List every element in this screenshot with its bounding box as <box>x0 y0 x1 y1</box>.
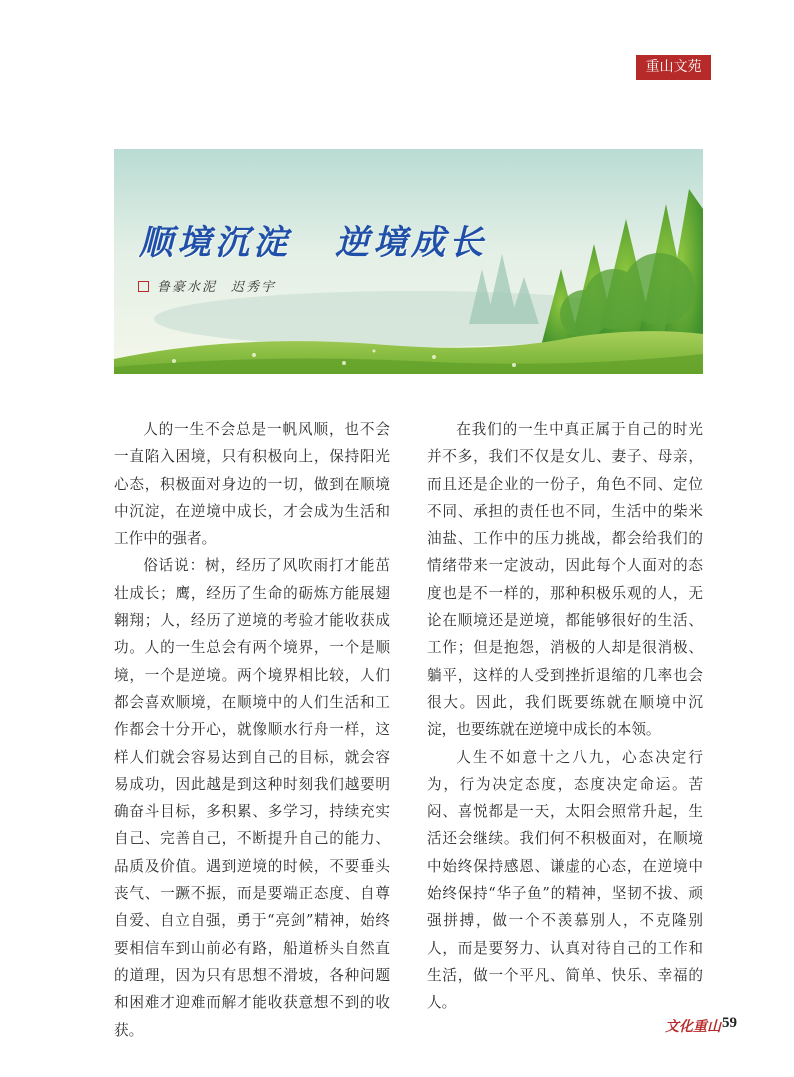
page-number: 59 <box>722 1015 737 1031</box>
section-tag: 重山文苑 <box>636 55 711 80</box>
article-title-part1: 顺境沉淀 <box>139 223 291 263</box>
paragraph: 人生不如意十之八九，心态决定行为，行为决定态度，态度决定命运。苦闷、喜悦都是一天，太阳会照常升起，生活还会继续。我们何不积极面对，在顺境中始终保持感恩、谦虚的心态，在逆境中始终保持“华子鱼”的精神，坚韧不拔、顽强拼搏，做一个不羡慕别人，不克隆别人，而是要努力、认真对待自己的工作和生活，做一个平凡、简单、快乐、幸福的人。 <box>427 748 703 1012</box>
article-banner <box>114 149 703 374</box>
paragraph: 人的一生不会总是一帆风顺，也不会一直陷入困境，只有积极向上，保持阳光心态，积极面对身边的一切，做到在顺境中沉淀，在逆境中成长，才会成为生活和工作中的强者。 <box>114 421 390 548</box>
article-title-part2: 逆境成长 <box>335 223 487 263</box>
byline-author: 迟秀宇 <box>231 280 277 295</box>
article-title <box>139 215 487 264</box>
byline <box>138 276 276 295</box>
paragraph: 俗话说：树，经历了风吹雨打才能茁壮成长；鹰，经历了生命的砺炼方能展翅翱翔；人，经历了逆境的考验才能收获成功。人的一生总会有两个境界，一个是顺境，一个是逆境。两个境界相比较，人们都会喜欢顺境，在顺境中的人们生活和工作都会十分开心，就像顺水行舟一样，这样人们就会容易达到自己的目标，就会容易成功，因此越是到这种时刻我们越要明确奋斗目标，多积累、多学习，持续充实自己、完善自己，不断提升自己的能力、品质及价值。遇到逆境的时候，不要垂头丧气、一蹶不振，而是要端正态度、自尊自爱、自立自强，勇于“亮剑”精神，始终要相信车到山前必有路，船道桥头自然直的道理，因为只有思想不滑坡，各种问题和困难才迎难而解才能收获意想不到的收获。 <box>114 557 390 1039</box>
byline-square-icon <box>138 281 149 292</box>
left-text-column <box>114 416 390 1044</box>
right-text-column <box>427 416 703 1017</box>
byline-org: 鲁豪水泥 <box>157 280 218 295</box>
paragraph: 在我们的一生中真正属于自己的时光并不多，我们不仅是女儿、妻子、母亲，而且还是企业的一份子，角色不同、定位不同、承担的责任也不同，生活中的柴米油盐、工作中的压力挑战，都会给我们的情绪带来一定波动，因此每个人面对的态度也是不一样的，那种积极乐观的人，无论在顺境还是逆境，都能够很好的生活、工作；但是抱怨，消极的人却是很消极、躺平，这样的人受到挫折退缩的几率也会很大。因此，我们既要练就在顺境中沉淀，也要练就在逆境中成长的本领。 <box>427 421 703 739</box>
magazine-brand-logo: 文化重山 <box>665 1019 721 1035</box>
